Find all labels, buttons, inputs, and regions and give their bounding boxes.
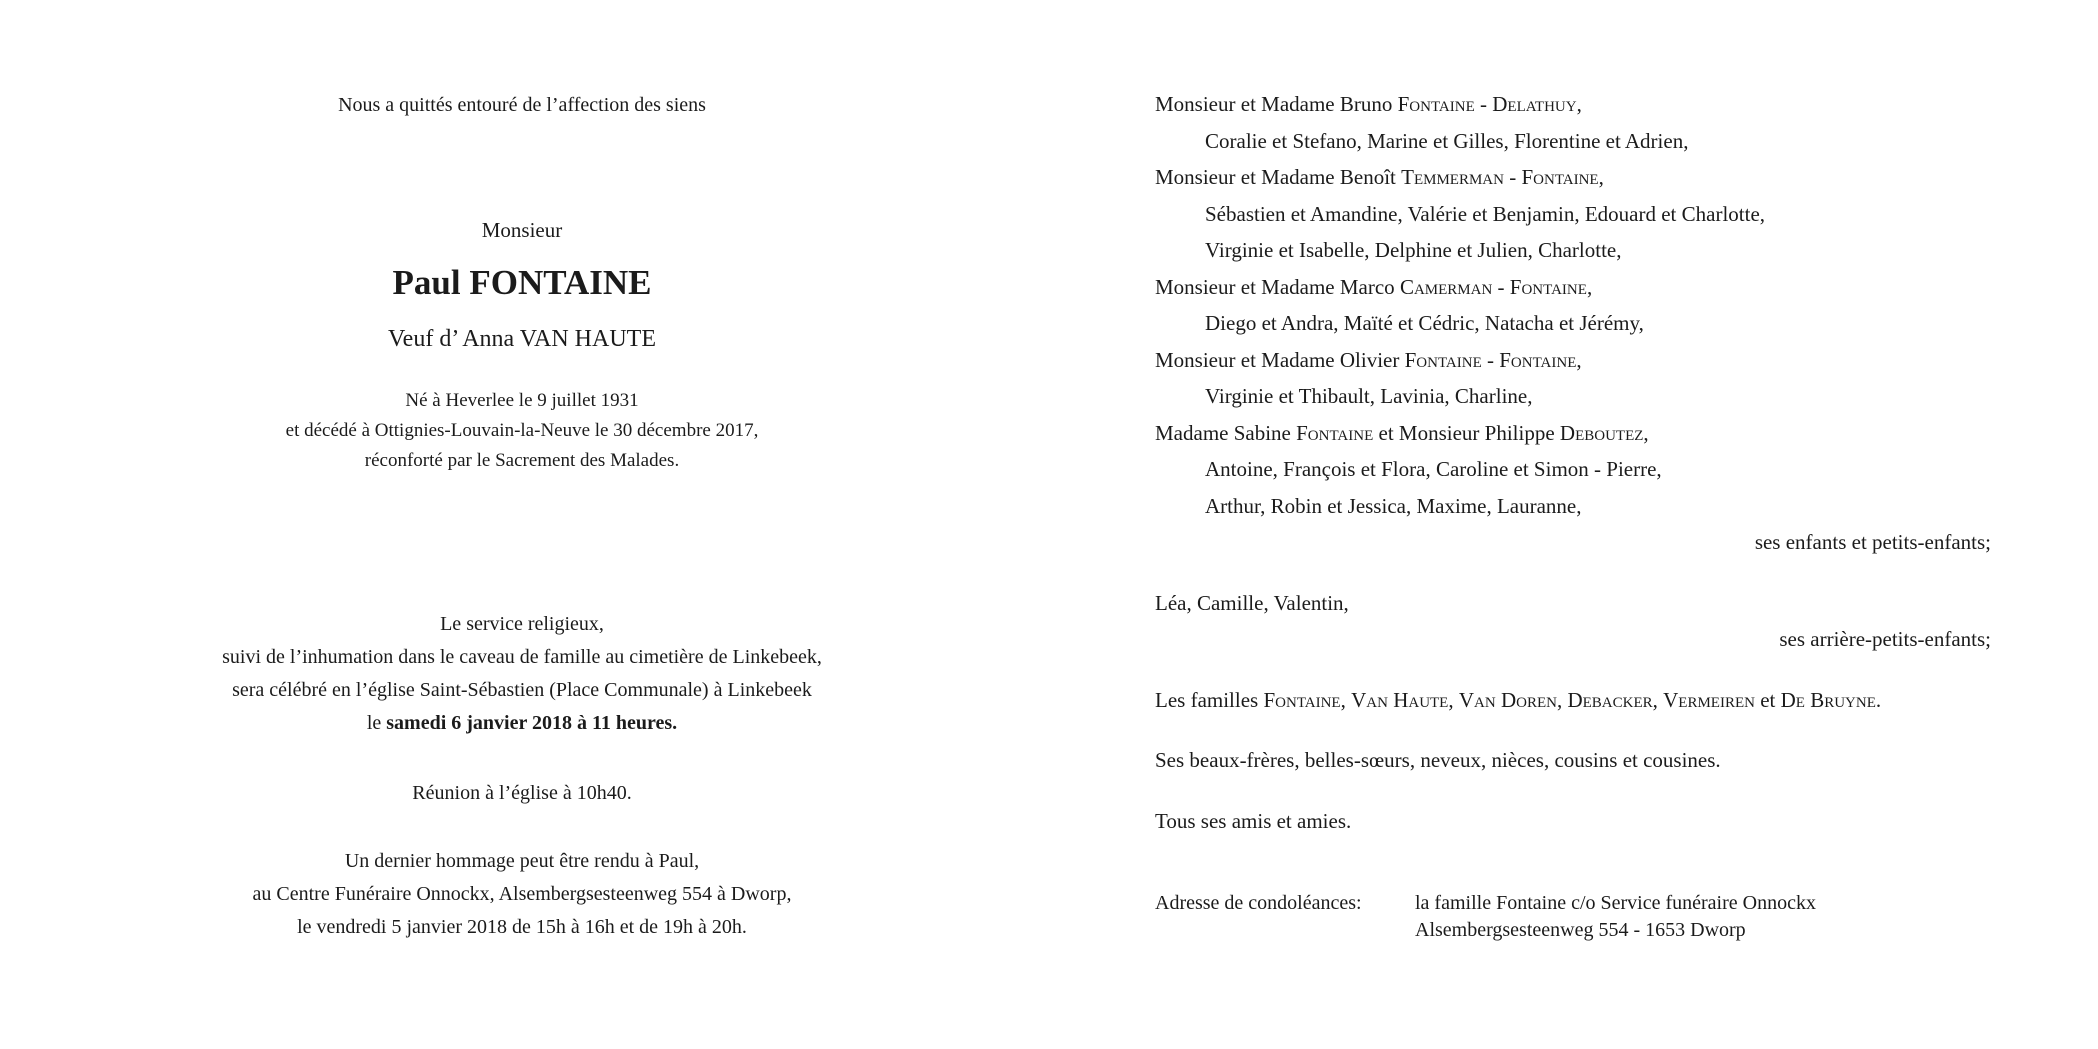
family-line-text: Sébastien et Amandine, Valérie et Benjamin, Edouard et Charlotte,	[1205, 201, 1766, 226]
family-line	[1155, 742, 1991, 779]
service-line: sera célébré en l’église Saint-Sébastien (Place Communale) à Linkebeek	[232, 679, 812, 701]
family-line	[1155, 682, 1991, 719]
tribute-line: au Centre Funéraire Onnockx, Alsembergsesteenweg 554 à Dworp,	[252, 883, 792, 905]
deceased-name: Paul FONTAINE	[392, 263, 652, 302]
family-group	[1155, 86, 1991, 561]
family-line-text: et	[1754, 687, 1781, 712]
service-date: samedi 6 janvier 2018 à 11 heures.	[386, 712, 678, 734]
announcement-left-page	[122, 0, 922, 1049]
surname-smallcaps: Fontaine	[1263, 687, 1341, 712]
surname-smallcaps: Fontaine	[1397, 92, 1475, 116]
family-line	[1155, 305, 1991, 342]
family-line-text: Arthur, Robin et Jessica, Maxime, Lauranne,	[1205, 493, 1582, 518]
family-line-text: Ses beaux-frères, belles-sœurs, neveux, nièces, cousins et cousines.	[1155, 748, 1721, 772]
family-line-text: ,	[1598, 165, 1604, 189]
intro-line: Nous a quittés entouré de l’affection des siens	[338, 94, 706, 116]
family-line	[1155, 451, 1991, 488]
family-line-text: Tous ses amis et amies.	[1155, 808, 1352, 833]
family-groups	[1155, 86, 1991, 839]
family-line	[1155, 524, 1991, 561]
surname-smallcaps: Debacker	[1567, 687, 1653, 712]
family-line	[1155, 488, 1991, 525]
widower-line: Veuf d’ Anna VAN HAUTE	[388, 326, 656, 352]
family-line	[1155, 159, 1991, 196]
family-line-text: ,	[1448, 687, 1459, 712]
family-line-text: Monsieur et Madame Marco	[1155, 274, 1400, 299]
sacrament-line: réconforté par le Sacrement des Malades.	[364, 450, 680, 471]
surname-smallcaps: Fontaine	[1521, 165, 1599, 189]
announcement-right-page	[1155, 86, 1991, 944]
family-line	[1155, 232, 1991, 269]
family-line-text: Léa, Camille, Valentin,	[1155, 590, 1349, 615]
family-line-text: Les familles	[1155, 687, 1264, 712]
family-line-text: ,	[1586, 274, 1593, 299]
family-line	[1155, 415, 1991, 452]
family-line-text: -	[1481, 347, 1500, 372]
service-date-prefix: le	[366, 712, 387, 734]
family-line	[1155, 86, 1991, 123]
family-line-text: ,	[1340, 687, 1352, 712]
surname-smallcaps: Vermeiren	[1663, 687, 1755, 712]
family-line	[1155, 123, 1991, 160]
surname-smallcaps: Fontaine	[1499, 347, 1577, 372]
surname-smallcaps: Deboutez	[1559, 420, 1644, 445]
birth-line: Né à Heverlee le 9 juillet 1931	[405, 390, 639, 411]
family-line-text: ,	[1576, 347, 1582, 372]
service-line: suivi de l’inhumation dans le caveau de famille au cimetière de Linkebeek,	[222, 646, 822, 668]
family-line-text: Monsieur et Madame Bruno	[1155, 92, 1398, 116]
family-line-text: ,	[1652, 687, 1664, 712]
condolence-label: Adresse de condoléances:	[1155, 892, 1362, 914]
family-line-text: ,	[1556, 687, 1568, 712]
surname-smallcaps: Delathuy	[1492, 92, 1577, 116]
family-line	[1155, 621, 1991, 658]
tribute-line: le vendredi 5 janvier 2018 de 15h à 16h et de 19h à 20h.	[297, 916, 747, 938]
service-line: Le service religieux,	[440, 613, 604, 635]
family-line-text: ses arrière-petits-enfants;	[1779, 627, 1991, 651]
civility-line: Monsieur	[481, 218, 563, 242]
family-line	[1155, 196, 1991, 233]
family-line	[1155, 378, 1991, 415]
surname-smallcaps: Fontaine	[1509, 274, 1587, 299]
family-line-text: Virginie et Thibault, Lavinia, Charline,	[1205, 384, 1533, 408]
family-line-text: Antoine, François et Flora, Caroline et Simon - Pierre,	[1205, 457, 1662, 481]
family-line-text: .	[1875, 687, 1882, 712]
birth-death-block	[122, 386, 922, 476]
condolence-line: Alsembergsesteenweg 554 - 1653 Dworp	[1415, 919, 1746, 941]
family-line	[1155, 269, 1991, 306]
family-line-text: Monsieur et Madame Olivier	[1155, 347, 1405, 372]
condolence-address	[1415, 890, 1816, 944]
family-line-text: -	[1503, 165, 1522, 189]
family-line-text: ,	[1643, 420, 1649, 445]
family-line	[1155, 342, 1991, 379]
tribute-block	[122, 845, 922, 944]
family-line-text: -	[1492, 274, 1510, 299]
surname-smallcaps: Fontaine	[1404, 347, 1482, 372]
family-line-text: et Monsieur Philippe	[1373, 420, 1560, 445]
surname-smallcaps: Fontaine	[1296, 420, 1374, 445]
surname-smallcaps: Temmerman	[1401, 165, 1504, 189]
surname-smallcaps: Camerman	[1399, 274, 1493, 299]
family-group	[1155, 585, 1991, 658]
family-group	[1155, 682, 1991, 719]
condolence-block	[1155, 890, 1991, 944]
family-line-text: Coralie et Stefano, Marine et Gilles, Florentine et Adrien,	[1205, 128, 1689, 153]
family-line-text: Madame Sabine	[1155, 420, 1297, 445]
family-line	[1155, 803, 1991, 840]
service-block	[122, 608, 922, 740]
condolence-line: la famille Fontaine c/o Service funéraire Onnockx	[1415, 892, 1816, 914]
family-line	[1155, 585, 1991, 622]
family-line-text: Virginie et Isabelle, Delphine et Julien, Charlotte,	[1205, 238, 1622, 262]
family-group	[1155, 803, 1991, 840]
service-date-line	[122, 707, 922, 740]
surname-smallcaps: Van Doren	[1458, 687, 1557, 712]
family-line-text: Monsieur et Madame Benoît	[1155, 165, 1402, 189]
family-line-text: ses enfants et petits-enfants;	[1754, 530, 1991, 554]
surname-smallcaps: Van Haute	[1351, 687, 1449, 712]
death-line: et décédé à Ottignies-Louvain-la-Neuve le 30 décembre 2017,	[285, 420, 759, 441]
family-line-text: -	[1474, 92, 1493, 116]
meeting-line: Réunion à l’église à 10h40.	[412, 782, 632, 804]
surname-smallcaps: De Bruyne	[1780, 687, 1876, 712]
family-line-text: Diego et Andra, Maïté et Cédric, Natacha et Jérémy,	[1205, 311, 1644, 335]
family-group	[1155, 742, 1991, 779]
tribute-line: Un dernier hommage peut être rendu à Paul,	[344, 850, 700, 872]
family-line-text: ,	[1576, 92, 1582, 116]
